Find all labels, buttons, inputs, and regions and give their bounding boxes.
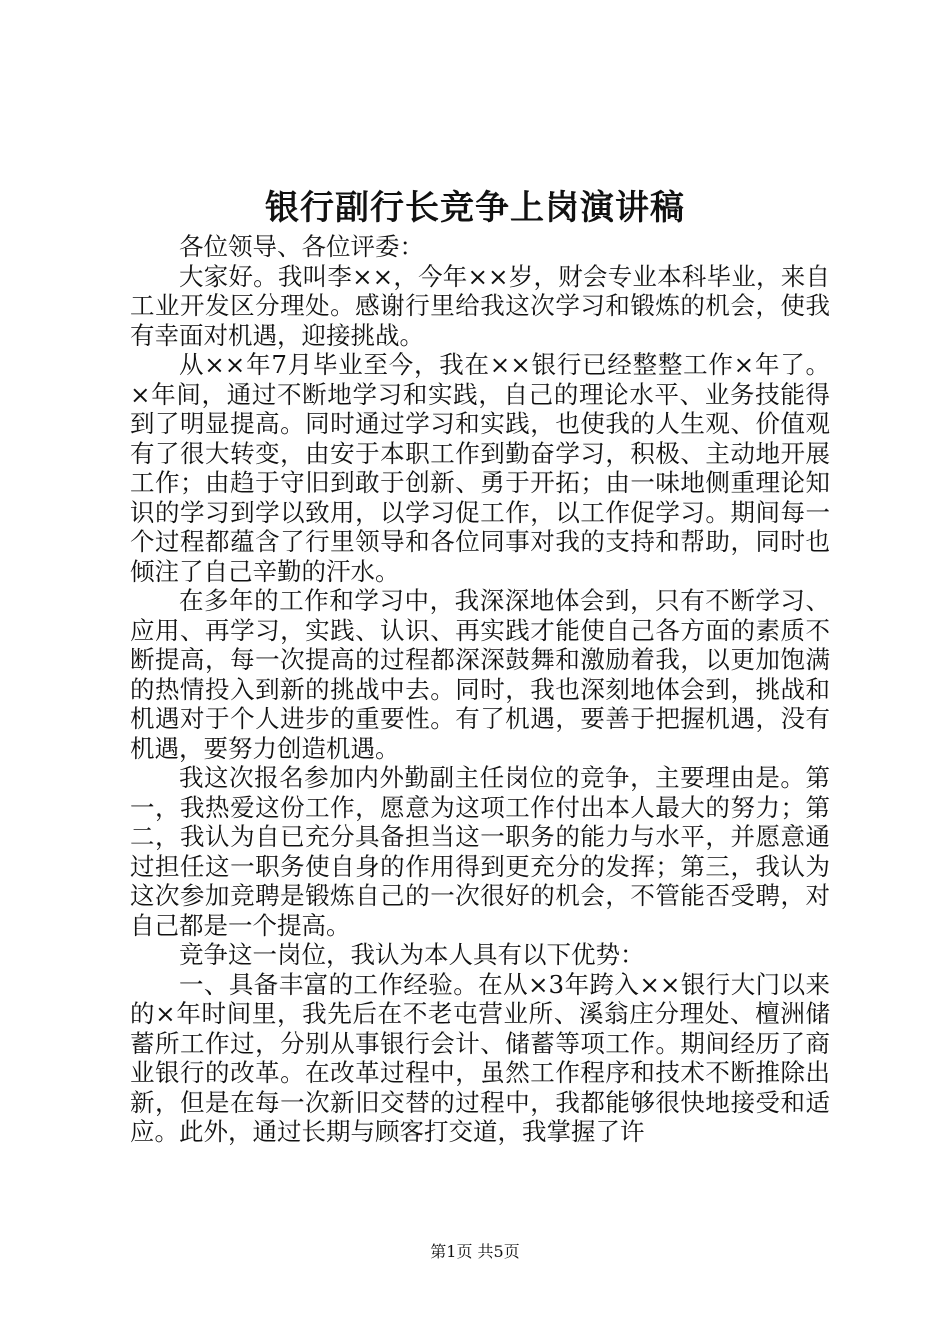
paragraph: 我这次报名参加内外勤副主任岗位的竞争，主要理由是。第一，我热爱这份工作，愿意为这项工作付出本人最大的努力；第二，我认为自已充分具备担当这一职务的能力与水平，并愿意通过担任这一职务使自身的作用得到更充分的发挥；第三，我认为这次参加竞聘是锻炼自己的一次很好的机会，不管能否受聘，对自己都是一个提高。 xyxy=(130,763,830,940)
page-footer: 第1页 共5页 xyxy=(430,1242,520,1261)
paragraph: 竞争这一岗位，我认为本人具有以下优势： xyxy=(179,940,645,969)
paragraph: 各位领导、各位评委： xyxy=(179,232,424,261)
document-title: 银行副行长竞争上岗演讲稿 xyxy=(265,188,685,228)
paragraph: 大家好。我叫李××，今年××岁，财会专业本科毕业，来自工业开发区分理处。感谢行里给我这次学习和锻炼的机会，使我有幸面对机遇，迎接挑战。 xyxy=(130,261,830,350)
document-body xyxy=(130,232,830,1147)
paragraph: 从××年7月毕业至今，我在××银行已经整整工作×年了。×年间，通过不断地学习和实践，自己的理论水平、业务技能得到了明显提高。同时通过学习和实践，也使我的人生观、价值观有了很大转变，由安于本职工作到勤奋学习，积极、主动地开展工作；由趋于守旧到敢于创新、勇于开拓；由一味地侧重理论知识的学习到学以致用，以学习促工作，以工作促学习。期间每一个过程都蕴含了行里领导和各位同事对我的支持和帮助，同时也倾注了自己辛勤的汗水。 xyxy=(130,350,830,586)
paragraph: 在多年的工作和学习中，我深深地体会到，只有不断学习、应用、再学习，实践、认识、再实践才能使自己各方面的素质不断提高，每一次提高的过程都深深鼓舞和激励着我，以更加饱满的热情投入到新的挑战中去。同时，我也深刻地体会到，挑战和机遇对于个人进步的重要性。有了机遇，要善于把握机遇，没有机遇，要努力创造机遇。 xyxy=(130,586,830,763)
paragraph: 一、具备丰富的工作经验。在从×3年跨入××银行大门以来的×年时间里，我先后在不老屯营业所、溪翁庄分理处、檀洲储蓄所工作过，分别从事银行会计、储蓄等项工作。期间经历了商业银行的改革。在改革过程中，虽然工作程序和技术不断推除出新，但是在每一次新旧交替的过程中，我都能够很快地接受和适应。此外，通过长期与顾客打交道，我掌握了许 xyxy=(130,969,830,1146)
